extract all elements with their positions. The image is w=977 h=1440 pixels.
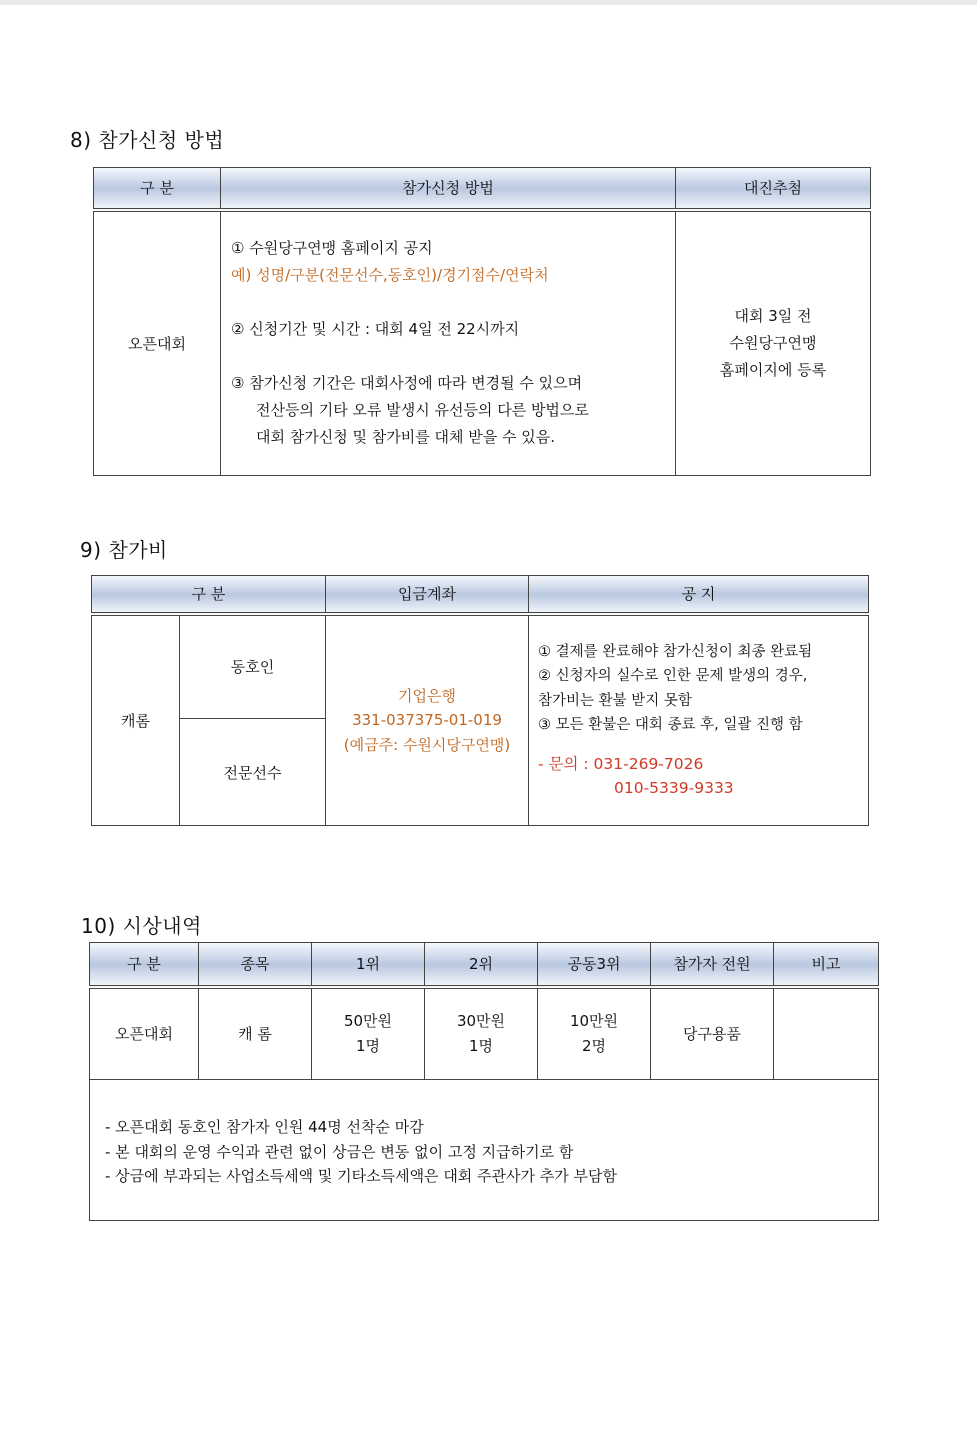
first-prize-count: 1명	[355, 1036, 381, 1055]
account-number: 331-037375-01-019	[352, 711, 502, 729]
prize-third	[538, 987, 651, 1080]
entry-fee-table	[91, 575, 869, 826]
method-item-3-line-3: 대회 참가신청 및 참가비를 대체 받을 수 있음.	[256, 428, 555, 447]
category-carom: 캐롬	[92, 614, 180, 826]
header-first: 1위	[312, 943, 425, 987]
header-second: 2위	[425, 943, 538, 987]
section-10-title: 10) 시상내역	[81, 914, 202, 938]
notice-2b: 참가비는 환불 받지 못함	[538, 692, 692, 709]
prize-note	[774, 987, 879, 1080]
method-item-1-example: 예) 성명/구분(전문선수,동호인)/경기점수/연락처	[231, 266, 549, 285]
remark-1: - 오픈대회 동호인 참가자 인원 44명 선착순 마감	[105, 1118, 424, 1137]
header-category: 구 분	[90, 943, 199, 987]
header-method: 참가신청 방법	[221, 168, 676, 210]
remark-2: - 본 대회의 운영 수익과 관련 없이 상금은 변동 없이 고정 지급하기로 함	[105, 1142, 574, 1161]
notice-2a: ② 신청자의 실수로 인한 문제 발생의 경우,	[538, 668, 808, 685]
header-draw: 대진추첨	[676, 168, 871, 210]
remark-3: - 상금에 부과되는 사업소득세액 및 기타소득세액은 대회 주관사가 추가 부담함	[105, 1167, 618, 1186]
prize-event: 캐 롬	[199, 987, 312, 1080]
subcategory-amateur: 동호인	[180, 614, 326, 719]
second-prize-count: 1명	[468, 1036, 494, 1055]
section-8-title: 8) 참가신청 방법	[70, 128, 225, 152]
account-cell	[326, 614, 529, 826]
draw-line-2: 수원당구연맹	[729, 333, 817, 352]
section-9-title: 9) 참가비	[80, 538, 168, 562]
second-prize-amount: 30만원	[456, 1012, 506, 1031]
header-event: 종목	[199, 943, 312, 987]
application-method-table	[93, 167, 871, 476]
method-item-3-line-2: 전산등의 기타 오류 발생시 유선등의 다른 방법으로	[256, 401, 589, 420]
header-category: 구 분	[94, 168, 221, 210]
header-category: 구 분	[92, 576, 326, 614]
remarks-cell	[90, 1080, 879, 1221]
prize-category: 오픈대회	[90, 987, 199, 1080]
header-third: 공동3위	[538, 943, 651, 987]
third-prize-amount: 10만원	[569, 1012, 619, 1031]
first-prize-amount: 50만원	[343, 1012, 393, 1031]
account-holder: (예금주: 수원시당구연맹)	[343, 735, 511, 754]
method-item-3-line-1: ③ 참가신청 기간은 대회사정에 따라 변경될 수 있으며	[231, 374, 583, 393]
method-item-1: ① 수원당구연맹 홈페이지 공지	[231, 239, 433, 258]
draw-cell	[676, 210, 871, 476]
prize-all-participants: 당구용품	[651, 987, 774, 1080]
header-notice: 공 지	[529, 576, 869, 614]
third-prize-count: 2명	[581, 1036, 607, 1055]
draw-line-1: 대회 3일 전	[734, 306, 812, 325]
method-item-2: ② 신청기간 및 시간 : 대회 4일 전 22시까지	[231, 320, 520, 339]
contact-2: 010-5339-9333	[614, 779, 734, 798]
prize-table	[89, 942, 879, 1221]
contact-1: - 문의 : 031-269-7026	[538, 754, 704, 773]
header-all-participants: 참가자 전원	[651, 943, 774, 987]
prize-second	[425, 987, 538, 1080]
header-account: 입금계좌	[326, 576, 529, 614]
draw-line-3: 홈페이지에 등록	[719, 360, 827, 379]
method-cell	[221, 210, 676, 476]
prize-first	[312, 987, 425, 1080]
bank-name: 기업은행	[398, 686, 456, 705]
subcategory-professional: 전문선수	[180, 719, 326, 826]
notice-3: ③ 모든 환불은 대회 종료 후, 일괄 진행 함	[538, 717, 803, 734]
category-cell: 오픈대회	[94, 210, 221, 476]
top-edge	[0, 0, 977, 5]
notice-1: ① 결제를 완료해야 참가신청이 최종 완료됨	[538, 643, 813, 660]
header-note: 비고	[774, 943, 879, 987]
notice-cell	[529, 614, 869, 826]
